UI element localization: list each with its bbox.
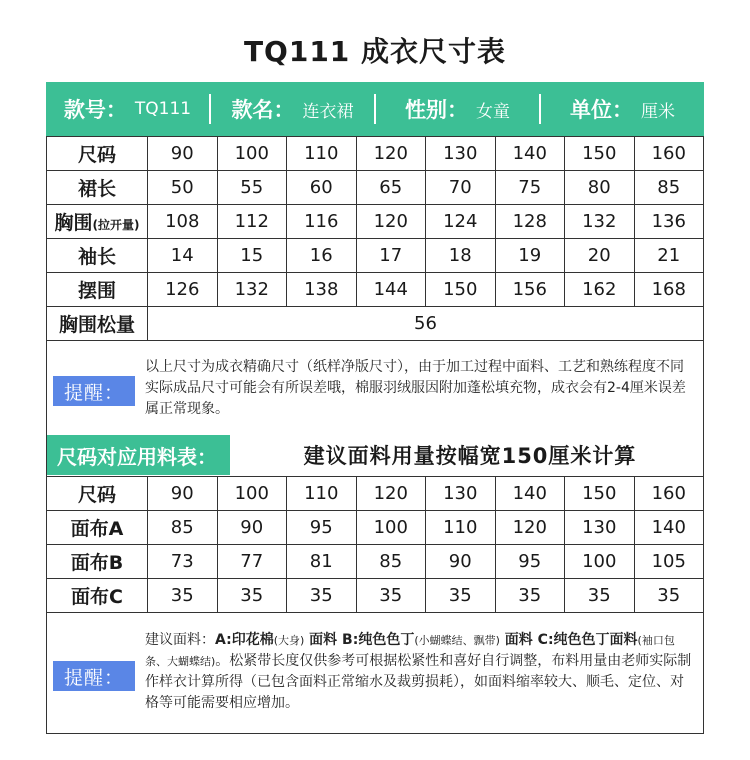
table-cell: 20 bbox=[565, 239, 635, 273]
fabric-row bbox=[47, 511, 704, 545]
table-cell: 150 bbox=[565, 477, 635, 511]
table-cell: 35 bbox=[426, 579, 496, 613]
table-cell: 160 bbox=[634, 477, 704, 511]
row-label: 尺码 bbox=[47, 137, 148, 171]
fabric-b-note: (小蝴蝶结、飘带) bbox=[414, 634, 500, 647]
table-cell: 35 bbox=[287, 579, 357, 613]
table-cell: 132 bbox=[217, 273, 287, 307]
table-cell: 81 bbox=[287, 545, 357, 579]
looseness-row bbox=[47, 307, 704, 341]
table-cell: 140 bbox=[634, 511, 704, 545]
size-row bbox=[47, 205, 704, 239]
table-cell: 100 bbox=[217, 477, 287, 511]
table-cell: 144 bbox=[356, 273, 426, 307]
row-label: 尺码 bbox=[47, 477, 148, 511]
fabric-a: A:印花棉 bbox=[215, 632, 274, 648]
table-cell: 110 bbox=[287, 137, 357, 171]
name-value: 连衣裙 bbox=[302, 101, 354, 122]
table-cell: 105 bbox=[634, 545, 704, 579]
table-cell: 150 bbox=[426, 273, 496, 307]
row-label: 袖长 bbox=[47, 239, 148, 273]
table-cell: 156 bbox=[495, 273, 565, 307]
table-cell: 126 bbox=[148, 273, 218, 307]
table-cell: 35 bbox=[634, 579, 704, 613]
style-number bbox=[46, 82, 209, 136]
row-label: 裙长 bbox=[47, 171, 148, 205]
fabric-row bbox=[47, 579, 704, 613]
table-cell: 110 bbox=[287, 477, 357, 511]
fabric-c: C:纯色色丁面料 bbox=[537, 632, 638, 648]
table-cell: 70 bbox=[426, 171, 496, 205]
fabric-row bbox=[47, 545, 704, 579]
table-cell: 14 bbox=[148, 239, 218, 273]
table-cell: 160 bbox=[634, 137, 704, 171]
table-cell: 16 bbox=[287, 239, 357, 273]
table-cell: 140 bbox=[495, 477, 565, 511]
unit-label: 单位： bbox=[570, 98, 633, 122]
table-cell: 140 bbox=[495, 137, 565, 171]
table-cell: 90 bbox=[148, 477, 218, 511]
row-label: 面布B bbox=[47, 545, 148, 579]
row-label: 面布C bbox=[47, 579, 148, 613]
style-label: 款号： bbox=[63, 98, 127, 122]
unit bbox=[541, 82, 704, 136]
table-cell: 75 bbox=[495, 171, 565, 205]
table-cell: 65 bbox=[356, 171, 426, 205]
fabric-header bbox=[46, 435, 704, 479]
fabric-calc-note: 建议面料用量按幅宽150厘米计算 bbox=[303, 444, 637, 468]
table-cell: 85 bbox=[148, 511, 218, 545]
fabric-advice-text bbox=[145, 630, 693, 714]
style-name bbox=[211, 82, 374, 136]
table-cell: 110 bbox=[426, 511, 496, 545]
advice-rest: 。松紧带长度仅供参考可根据松紧性和喜好自行调整，布料用量由老师实际制作样衣计算所得（已包含面料正常缩水及裁剪损耗），如面料缩率较大、顺毛、定位、对格等可能需要相应增加。 bbox=[145, 653, 692, 711]
table-cell: 35 bbox=[217, 579, 287, 613]
table-cell: 17 bbox=[356, 239, 426, 273]
table-cell: 85 bbox=[634, 171, 704, 205]
table-cell: 60 bbox=[287, 171, 357, 205]
reminder-box-2 bbox=[46, 614, 704, 734]
reminder-box-1 bbox=[46, 343, 704, 435]
table-cell: 80 bbox=[565, 171, 635, 205]
table-cell: 90 bbox=[426, 545, 496, 579]
fabric-table bbox=[46, 476, 704, 613]
table-cell: 73 bbox=[148, 545, 218, 579]
table-cell: 120 bbox=[495, 511, 565, 545]
table-cell: 120 bbox=[356, 137, 426, 171]
table-cell: 77 bbox=[217, 545, 287, 579]
table-cell: 35 bbox=[495, 579, 565, 613]
table-cell: 128 bbox=[495, 205, 565, 239]
table-cell: 100 bbox=[217, 137, 287, 171]
size-row bbox=[47, 239, 704, 273]
row-label: 面布A bbox=[47, 511, 148, 545]
reminder-tag: 提醒： bbox=[53, 661, 135, 691]
unit-value: 厘米 bbox=[641, 101, 675, 122]
table-cell: 100 bbox=[356, 511, 426, 545]
fabric-row bbox=[47, 477, 704, 511]
table-cell: 21 bbox=[634, 239, 704, 273]
size-table bbox=[46, 136, 704, 341]
fabric-b-tail: 面料 bbox=[499, 632, 538, 648]
size-row bbox=[47, 273, 704, 307]
table-cell: 100 bbox=[565, 545, 635, 579]
table-cell: 120 bbox=[356, 205, 426, 239]
table-cell: 55 bbox=[217, 171, 287, 205]
name-label: 款名： bbox=[231, 98, 295, 122]
table-cell: 132 bbox=[565, 205, 635, 239]
table-cell: 116 bbox=[287, 205, 357, 239]
table-cell: 35 bbox=[148, 579, 218, 613]
table-cell: 124 bbox=[426, 205, 496, 239]
looseness-label: 胸围松量 bbox=[47, 307, 148, 341]
table-cell: 35 bbox=[565, 579, 635, 613]
table-cell: 95 bbox=[495, 545, 565, 579]
table-cell: 35 bbox=[356, 579, 426, 613]
row-label: 摆围 bbox=[47, 273, 148, 307]
table-cell: 90 bbox=[217, 511, 287, 545]
table-cell: 112 bbox=[217, 205, 287, 239]
table-cell: 162 bbox=[565, 273, 635, 307]
table-cell: 120 bbox=[356, 477, 426, 511]
gender-label: 性别： bbox=[405, 98, 468, 122]
table-cell: 15 bbox=[217, 239, 287, 273]
table-cell: 130 bbox=[565, 511, 635, 545]
style-value: TQ111 bbox=[134, 99, 192, 119]
table-cell: 90 bbox=[148, 137, 218, 171]
table-cell: 19 bbox=[495, 239, 565, 273]
reminder-text: 以上尺寸为成衣精确尺寸（纸样净版尺寸），由于加工过程中面料、工艺和熟练程度不同实际成品尺寸可能会有所误差哦，棉服羽绒服因附加蓬松填充物，成衣会有2-4厘米误差属正常现象。 bbox=[145, 359, 686, 417]
table-cell: 138 bbox=[287, 273, 357, 307]
advice-intro: 建议面料： bbox=[145, 632, 215, 648]
size-row bbox=[47, 137, 704, 171]
fabric-a-tail: 面料 bbox=[304, 632, 343, 648]
gender-value: 女童 bbox=[476, 101, 510, 122]
fabric-b: B:纯色色丁 bbox=[342, 632, 415, 648]
table-cell: 85 bbox=[356, 545, 426, 579]
gender bbox=[376, 82, 539, 136]
table-cell: 50 bbox=[148, 171, 218, 205]
reminder-tag: 提醒： bbox=[53, 376, 135, 406]
table-cell: 150 bbox=[565, 137, 635, 171]
table-cell: 18 bbox=[426, 239, 496, 273]
fabric-a-note: (大身) bbox=[273, 634, 305, 647]
table-cell: 136 bbox=[634, 205, 704, 239]
table-cell: 130 bbox=[426, 137, 496, 171]
fabric-table-label: 尺码对应用料表： bbox=[47, 435, 230, 475]
row-label: 胸围(拉开量) bbox=[47, 205, 148, 239]
product-header bbox=[46, 82, 704, 136]
page-title: TQ111 成衣尺寸表 bbox=[243, 35, 507, 68]
table-cell: 168 bbox=[634, 273, 704, 307]
size-row bbox=[47, 171, 704, 205]
table-cell: 95 bbox=[287, 511, 357, 545]
looseness-value: 56 bbox=[148, 307, 704, 341]
fabric-c-note: (袖口包条、大蝴蝶结) bbox=[145, 634, 675, 668]
table-cell: 108 bbox=[148, 205, 218, 239]
table-cell: 130 bbox=[426, 477, 496, 511]
